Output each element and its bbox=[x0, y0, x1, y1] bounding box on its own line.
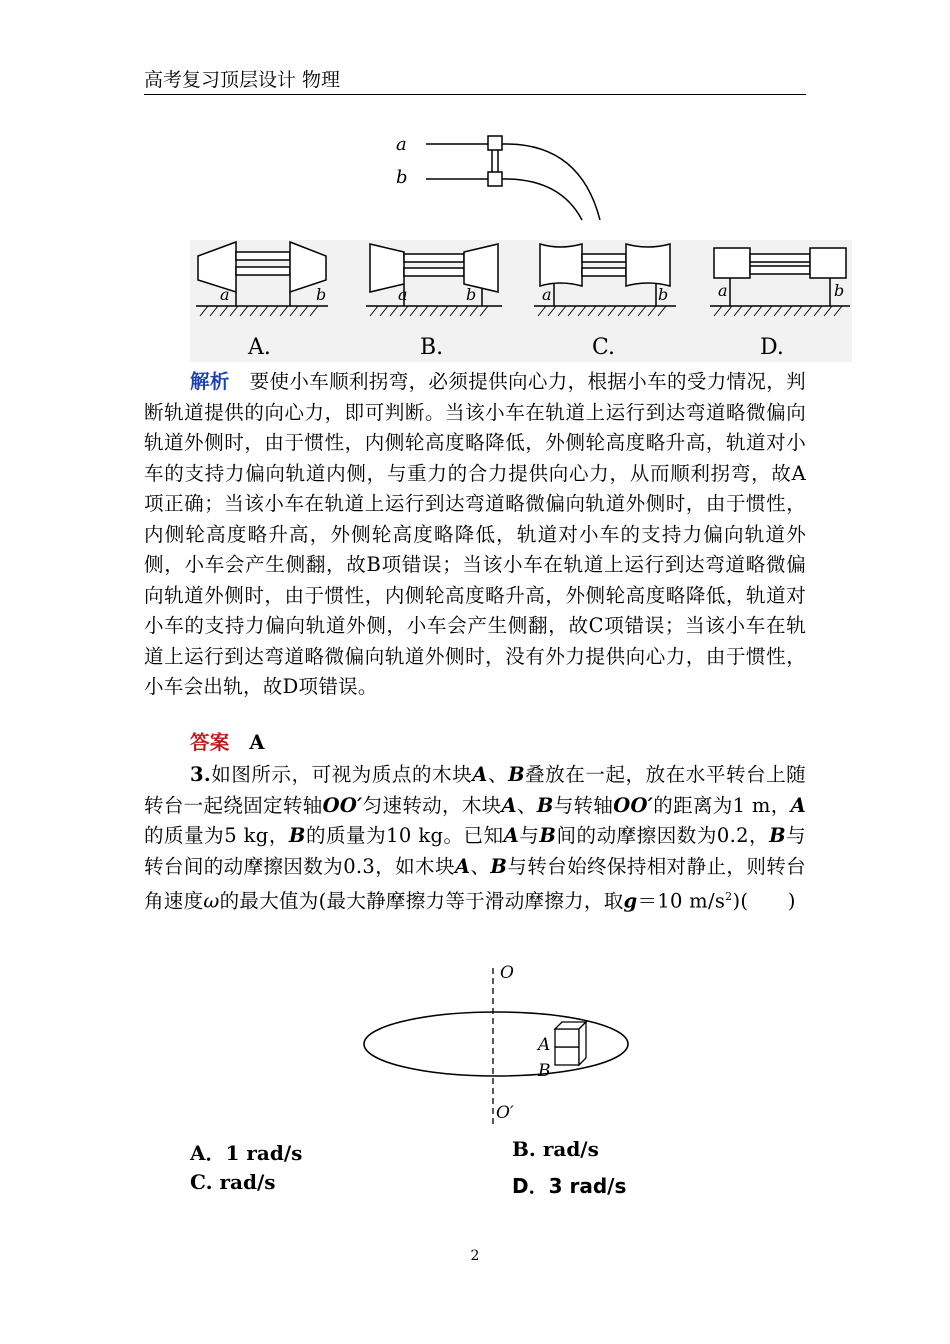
figure-turntable bbox=[360, 960, 650, 1130]
block-b bbox=[555, 1047, 579, 1065]
option-label-c: C. bbox=[592, 335, 616, 360]
question-3: 3.如图所示，可视为质点的木块A、B叠放在一起，放在水平转台上随转台一起绕固定转轴OO′匀速转动，木块A、B与转轴OO′的距离为1 m，A的质量为5 kg，B的质量为10 kg。已知A与B间的动摩擦因数为0.2，B与转台间的动摩擦因数为0.3，如木块A、B与转台始终保持相对静止，则转台角速度ω的最大值为(最大静摩擦力等于滑动摩擦力，取g＝10 $m/s^2$)( ) bbox=[144, 763, 807, 913]
axis-label-bottom: O′ bbox=[496, 1103, 514, 1123]
answer-value: A bbox=[249, 731, 265, 754]
option-label-b: B. bbox=[420, 335, 444, 360]
option-label-d: D. bbox=[760, 335, 784, 360]
option-b: B. rad/s bbox=[512, 1137, 599, 1161]
analysis-paragraph bbox=[144, 367, 806, 703]
figure-cart-options bbox=[190, 122, 852, 362]
option-d: D．3 rad/s bbox=[512, 1174, 627, 1198]
wheel-label-a: a bbox=[542, 285, 552, 304]
block-a bbox=[555, 1029, 579, 1047]
page-header bbox=[144, 66, 806, 95]
block-label-a: A bbox=[538, 1035, 551, 1055]
track-label-b: b bbox=[396, 167, 408, 188]
wheel-label-a: a bbox=[220, 285, 230, 304]
analysis-label: 解析 bbox=[190, 370, 230, 393]
wheel-label-b: b bbox=[658, 285, 669, 304]
wheel-label-a: a bbox=[398, 285, 408, 304]
page-number: 2 bbox=[470, 1248, 480, 1264]
analysis-text: 要使小车顺利拐弯，必须提供向心力，根据小车的受力情况，判断轨道提供的向心力，即可判断。当该小车在轨道上运行到达弯道略微偏向轨道外侧时，由于惯性，内侧轮高度略降低，外侧轮高度略升高，轨道对小车的支持力偏向轨道内侧，与重力的合力提供向心力，从而顺利拐弯，故A项正确；当该小车在轨道上运行到达弯道略微偏向轨道外侧时，由于惯性，内侧轮高度略升高，外侧轮高度略降低，轨道对小车的支持力偏向轨道外侧，小车会产生侧翻，故B项错误；当该小车在轨道上运行到达弯道略微偏向轨道外侧时，由于惯性，内侧轮高度略升高，外侧轮高度略降低，轨道对小车的支持力偏向轨道外侧，小车会产生侧翻，故C项错误；当该小车在轨道上运行到达弯道略微偏向轨道外侧时，没有外力提供向心力，由于惯性，小车会出轨，故D项错误。 bbox=[144, 370, 806, 698]
wheel-label-b: b bbox=[316, 285, 327, 304]
axis-label-top: O bbox=[500, 963, 514, 983]
block-label-b: B bbox=[538, 1061, 551, 1081]
header-title: 高考复习顶层设计 物理 bbox=[144, 69, 341, 91]
wheel-label-b: b bbox=[466, 285, 477, 304]
answer-label: 答案 bbox=[190, 731, 230, 754]
answer-line bbox=[144, 728, 806, 759]
option-a: A．1 rad/s bbox=[190, 1141, 303, 1165]
option-c: C. rad/s bbox=[190, 1170, 276, 1194]
wheel-label-b: b bbox=[834, 281, 845, 300]
track-label-a: a bbox=[396, 134, 407, 155]
wheel-label-a: a bbox=[718, 281, 728, 300]
option-label-a: A. bbox=[248, 335, 271, 360]
